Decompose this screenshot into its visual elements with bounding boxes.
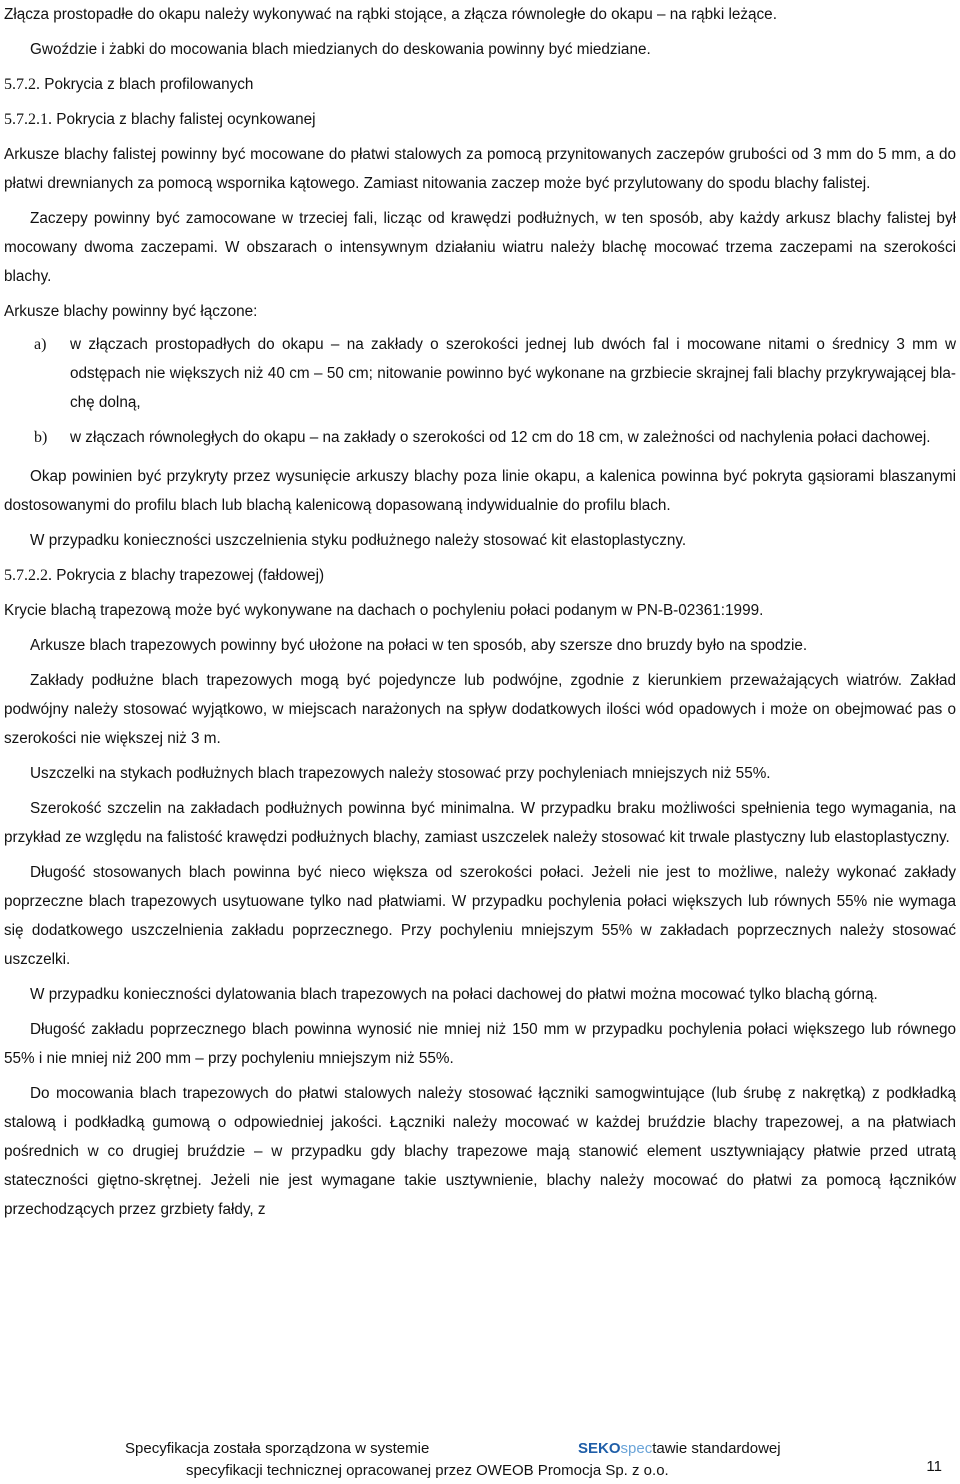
list-text: w złączach prostopadłych do okapu – na zakłady o szerokości jednej lub dwóch fal i mocowane nitami o średnicy 3 mm w odstępach nie większych niż 40 cm – 50 cm; nitowanie powinno być wykonane na grzbiecie skrajnej fali blachy przykrywającej bla-chę dolną, [70, 336, 956, 411]
list-item [4, 330, 956, 417]
paragraph: W przypadku konieczności uszczelnienia styku podłużnego należy stosować kit elastoplastyczny. [30, 532, 687, 549]
paragraph: Arkusze blachy falistej powinny być mocowane do płatwi stalowych za pomocą przynitowanych zaczepów grubości od 3 mm do 5 mm, a do płatwi drewnianych za pomocą wspornika kątowego. Zamiast nitowania zaczep może być przylutowany do spodu blachy falistej. [4, 146, 956, 192]
section-heading [4, 70, 956, 99]
footer-text: Specyfikacja została sporządzona w systemie [125, 1440, 430, 1457]
section-number: 5.7.2.2. [4, 567, 52, 584]
document-body [4, 0, 956, 1224]
paragraph: Do mocowania blach trapezowych do płatwi stalowych należy stosować łączniki samogwintujące (lub śrubę z nakrętką) z podkładką stalową i podkładką gumową o odpowiedniej jakości. Łączniki należy mocować w każdej bruździe blachy trapezowej, a na płatwiach pośrednich w co drugiej bruździe – w przypadku gdy blachy trapezowe mają stanowić element usztywniający płatwie przed utratą stateczności giętno-skrętnej. Jeżeli nie jest wymagane takie usztywnienie, blachy należy mocować do płatwi za pomocą łączników przechodzących przez grzbiety fałdy, z [4, 1085, 956, 1218]
paragraph: Arkusze blach trapezowych powinny być ułożone na połaci w ten sposób, aby szersze dno bruzdy było na spodzie. [30, 637, 808, 654]
section-number: 5.7.2. [4, 76, 40, 93]
list-item [4, 423, 956, 452]
footer-text: specyfikacji technicznej opracowanej przez OWEOB Promocja Sp. z o.o. [186, 1462, 669, 1479]
list-marker: a) [34, 336, 47, 353]
page-number: 11 [926, 1458, 942, 1475]
paragraph: Zaczepy powinny być zamocowane w trzeciej fali, licząc od krawędzi podłużnych, w ten sposób, aby każdy arkusz blachy falistej był mocowany dwoma zaczepami. W obszarach o intensywnym działaniu wiatru należy blachę mocować trzema zaczepami na szerokości blachy. [4, 210, 956, 285]
list-text: w złączach równoległych do okapu – na zakłady o szerokości od 12 cm do 18 cm, w zależności od nachylenia połaci dachowej. [70, 429, 931, 446]
paragraph: Złącza prostopadłe do okapu należy wykonywać na rąbki stojące, a złącza równoległe do okapu – na rąbki leżące. [4, 6, 777, 23]
paragraph: Arkusze blachy powinny być łączone: [4, 303, 258, 320]
paragraph: Długość zakładu poprzecznego blach powinna wynosić nie mniej niż 150 mm w przypadku pochylenia połaci większego lub równego 55% i nie mniej niż 200 mm – przy pochyleniu mniejszym niż 55%. [4, 1021, 956, 1067]
subsection-heading [4, 561, 956, 590]
footer-text: tawie standardowej [652, 1440, 781, 1457]
paragraph: W przypadku konieczności dylatowania blach trapezowych na połaci dachowej do płatwi można mocować tylko blachą górną. [30, 986, 878, 1003]
brand-logo-part: SEKO [578, 1440, 621, 1457]
section-title: Pokrycia z blachy trapezowej (fałdowej) [56, 567, 325, 584]
brand-logo-part: spec [620, 1440, 653, 1457]
section-title: Pokrycia z blachy falistej ocynkowanej [56, 111, 316, 128]
paragraph: Krycie blachą trapezową może być wykonywane na dachach o pochyleniu połaci podanym w PN-B-02361:1999. [4, 602, 764, 619]
section-title: Pokrycia z blach profilowanych [44, 76, 254, 93]
footer-brand [578, 1440, 781, 1457]
paragraph: Długość stosowanych blach powinna być nieco większa od szerokości połaci. Jeżeli nie jest to możliwe, należy wykonać zakłady poprzeczne blach trapezowych usytuowane tylko nad płatwiami. W przypadku pochylenia połaci większych lub równych 55% nie wymaga się dodatkowego uszczelnienia zakładu poprzecznego. Przy pochyleniu mniejszym 55% w zakładach poprzecznych należy stosować uszczelki. [4, 864, 956, 968]
paragraph: Zakłady podłużne blach trapezowych mogą być pojedyncze lub podwójne, zgodnie z kierunkiem przeważających wiatrów. Zakład podwójny należy stosować wyjątkowo, w miejscach narażonych na spływ dodatkowych ilości wód opadowych i może on obejmować pas o szerokości nie większej niż 3 m. [4, 672, 956, 747]
list-marker: b) [34, 429, 48, 446]
paragraph: Gwoździe i żabki do mocowania blach miedzianych do deskowania powinny być miedziane. [30, 41, 651, 58]
section-number: 5.7.2.1. [4, 111, 52, 128]
lettered-list [4, 330, 956, 452]
paragraph: Szerokość szczelin na zakładach podłużnych powinna być minimalna. W przypadku braku możliwości spełnienia tego wymagania, na przykład ze względu na falistość krawędzi podłużnych blachy, zamiast uszczelek należy stosować kit trwale plastyczny lub elastoplastyczny. [4, 800, 956, 846]
page-footer [0, 1438, 960, 1484]
paragraph: Uszczelki na stykach podłużnych blach trapezowych należy stosować przy pochyleniach mniejszych niż 55%. [30, 765, 771, 782]
subsection-heading [4, 105, 956, 134]
paragraph: Okap powinien być przykryty przez wysunięcie arkuszy blachy poza linie okapu, a kalenica powinna być pokryta gąsiorami blaszanymi dostosowanymi do profilu blach lub blachą kalenicową dopasowaną indywidualnie do profilu blach. [4, 468, 956, 514]
